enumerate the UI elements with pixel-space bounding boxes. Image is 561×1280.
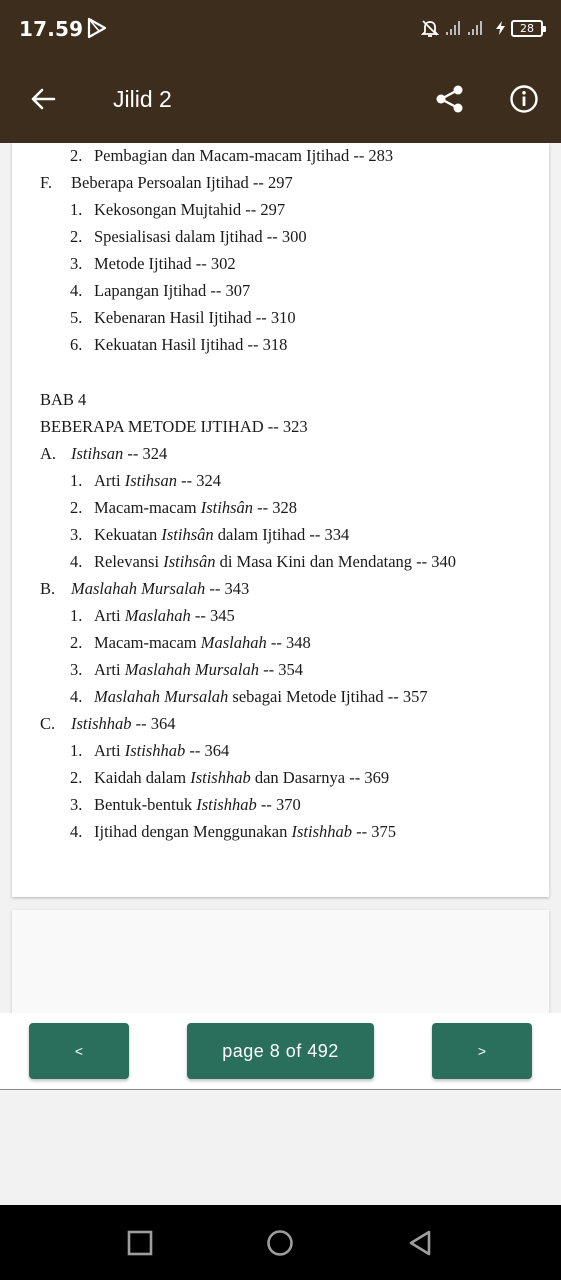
toc-subsection <box>70 308 296 328</box>
toc-section <box>40 714 176 734</box>
toc-text: dan Dasarnya -- 369 <box>250 768 390 787</box>
back-icon[interactable] <box>406 1229 434 1257</box>
toc-subsection <box>70 822 396 842</box>
toc-subsection <box>70 471 221 491</box>
battery-indicator: 28 <box>511 20 543 37</box>
toc-text: Arti <box>94 471 125 490</box>
toc-text: Istishhab <box>190 768 251 787</box>
toc-text: -- 375 <box>352 822 396 841</box>
share-icon[interactable] <box>434 83 466 115</box>
toc-text: dalam Ijtihad -- 334 <box>213 525 350 544</box>
toc-text: Istihsan <box>71 444 124 463</box>
toc-text: Lapangan Ijtihad -- 307 <box>94 281 251 300</box>
toc-number: 3. <box>70 254 83 273</box>
recent-apps-icon[interactable] <box>126 1229 154 1257</box>
toc-number: C. <box>40 714 56 733</box>
toc-number: A. <box>40 444 57 463</box>
toc-text: Macam-macam <box>94 633 201 652</box>
status-time: 17.59 <box>19 17 84 41</box>
toc-text: Relevansi <box>94 552 164 571</box>
toc-text: Istishhab <box>124 741 186 760</box>
toc-text: Kekosongan Mujtahid -- 297 <box>94 200 286 219</box>
toc-subsection <box>70 660 303 680</box>
status-bar <box>0 0 561 56</box>
next-document-page <box>12 910 549 1013</box>
toc-text: -- 364 <box>185 741 230 760</box>
toc-text: Spesialisasi dalam Ijtihad -- 300 <box>94 227 307 246</box>
toc-text: -- 345 <box>190 606 235 625</box>
toc-text: Kebenaran Hasil Ijtihad -- 310 <box>94 308 296 327</box>
toc-text: BAB 4 <box>40 390 87 409</box>
toc-text: Maslahah Mursalah <box>94 687 229 706</box>
toc-number: 4. <box>70 281 83 300</box>
toc-number: 5. <box>70 308 83 327</box>
toc-chapter-heading <box>40 417 308 437</box>
document-page <box>12 143 549 897</box>
toc-text: Istishhab <box>291 822 352 841</box>
toc-subsection <box>70 281 250 301</box>
toc-number: 3. <box>70 525 83 544</box>
toc-text: Istihsan <box>124 471 177 490</box>
next-page-button[interactable]: > <box>432 1023 532 1079</box>
previous-page-button[interactable]: < <box>29 1023 129 1079</box>
toc-text: -- 364 <box>131 714 176 733</box>
toc-text: -- 328 <box>253 498 297 517</box>
toc-number: 3. <box>70 795 83 814</box>
play-store-icon <box>86 17 108 39</box>
toc-text: BEBERAPA METODE IJTIHAD -- 323 <box>40 417 308 436</box>
toc-text: -- 324 <box>123 444 168 463</box>
signal-icon <box>446 20 490 36</box>
page-title: Jilid 2 <box>113 86 172 112</box>
toc-number: 2. <box>70 498 83 517</box>
toc-section <box>40 173 293 193</box>
toc-number: 1. <box>70 471 83 490</box>
toc-text: Metode Ijtihad -- 302 <box>94 254 236 273</box>
toc-number: 6. <box>70 335 83 354</box>
toc-text: Arti <box>94 741 125 760</box>
document-viewer[interactable] <box>0 143 561 1013</box>
top-bar <box>0 0 561 143</box>
toc-text: Maslahah Mursalah <box>71 579 206 598</box>
page-indicator-button[interactable]: page 8 of 492 <box>187 1023 374 1079</box>
toc-text: Beberapa Persoalan Ijtihad -- 297 <box>71 173 293 192</box>
toc-subsection <box>70 606 235 626</box>
toc-section <box>40 444 167 464</box>
info-icon[interactable] <box>509 84 539 114</box>
toc-subsection <box>70 200 285 220</box>
toc-text: Istihsân <box>163 552 216 571</box>
toc-number: 2. <box>70 768 83 787</box>
toc-number: 3. <box>70 660 83 679</box>
toc-subsection <box>70 335 287 355</box>
toc-subsection <box>70 146 393 166</box>
toc-text: Kekuatan <box>94 525 162 544</box>
toc-text: Kekuatan Hasil Ijtihad -- 318 <box>94 335 288 354</box>
toc-text: Arti <box>94 606 125 625</box>
toc-subsection <box>70 227 307 247</box>
toc-text: Bentuk-bentuk <box>94 795 197 814</box>
toc-subsection <box>70 525 349 545</box>
toc-subsection <box>70 552 456 572</box>
toc-number: 2. <box>70 227 83 246</box>
toc-number: 2. <box>70 633 83 652</box>
toc-text: -- 343 <box>205 579 250 598</box>
toc-subsection <box>70 254 236 274</box>
toc-subsection <box>70 498 297 518</box>
toc-text: Istihsân <box>161 525 214 544</box>
toc-text: Istihsân <box>200 498 253 517</box>
toc-text: Ijtihad dengan Menggunakan <box>94 822 292 841</box>
empty-area <box>0 1090 561 1205</box>
status-icons <box>420 17 543 39</box>
bell-off-icon <box>420 18 440 38</box>
toc-number: 2. <box>70 146 83 165</box>
toc-text: Maslahah <box>200 633 267 652</box>
toc-number: 1. <box>70 606 83 625</box>
toc-chapter-heading <box>40 390 86 410</box>
toc-text: -- 354 <box>259 660 304 679</box>
toc-text: Arti <box>94 660 125 679</box>
toc-number: 4. <box>70 552 83 571</box>
home-icon[interactable] <box>266 1229 294 1257</box>
toc-text: Pembagian dan Macam-macam Ijtihad -- 283 <box>94 146 394 165</box>
toc-text: -- 370 <box>256 795 301 814</box>
toc-text: -- 348 <box>266 633 311 652</box>
toc-subsection <box>70 768 389 788</box>
toc-text: Kaidah dalam <box>94 768 191 787</box>
toc-number: B. <box>40 579 56 598</box>
toc-text: Istishhab <box>196 795 257 814</box>
toc-text: Macam-macam <box>94 498 201 517</box>
toc-subsection <box>70 741 229 761</box>
toc-number: 4. <box>70 687 83 706</box>
toc-number: 1. <box>70 200 83 219</box>
toc-text: Maslahah <box>124 606 191 625</box>
toc-text: di Masa Kini dan Mendatang -- 340 <box>215 552 457 571</box>
toc-subsection <box>70 687 428 707</box>
app-bar <box>0 56 561 143</box>
pager-bar <box>0 1013 561 1090</box>
toc-text: -- 324 <box>176 471 221 490</box>
toc-number: 1. <box>70 741 83 760</box>
toc-text: Maslahah Mursalah <box>124 660 260 679</box>
toc-number: F. <box>40 173 52 192</box>
toc-number: 4. <box>70 822 83 841</box>
back-arrow-icon[interactable] <box>28 84 58 114</box>
toc-subsection <box>70 795 301 815</box>
toc-text: sebagai Metode Ijtihad -- 357 <box>228 687 428 706</box>
system-navigation-bar <box>0 1205 561 1280</box>
toc-subsection <box>70 633 311 653</box>
toc-text: Istishhab <box>71 714 132 733</box>
charging-icon <box>496 21 505 35</box>
toc-section <box>40 579 249 599</box>
